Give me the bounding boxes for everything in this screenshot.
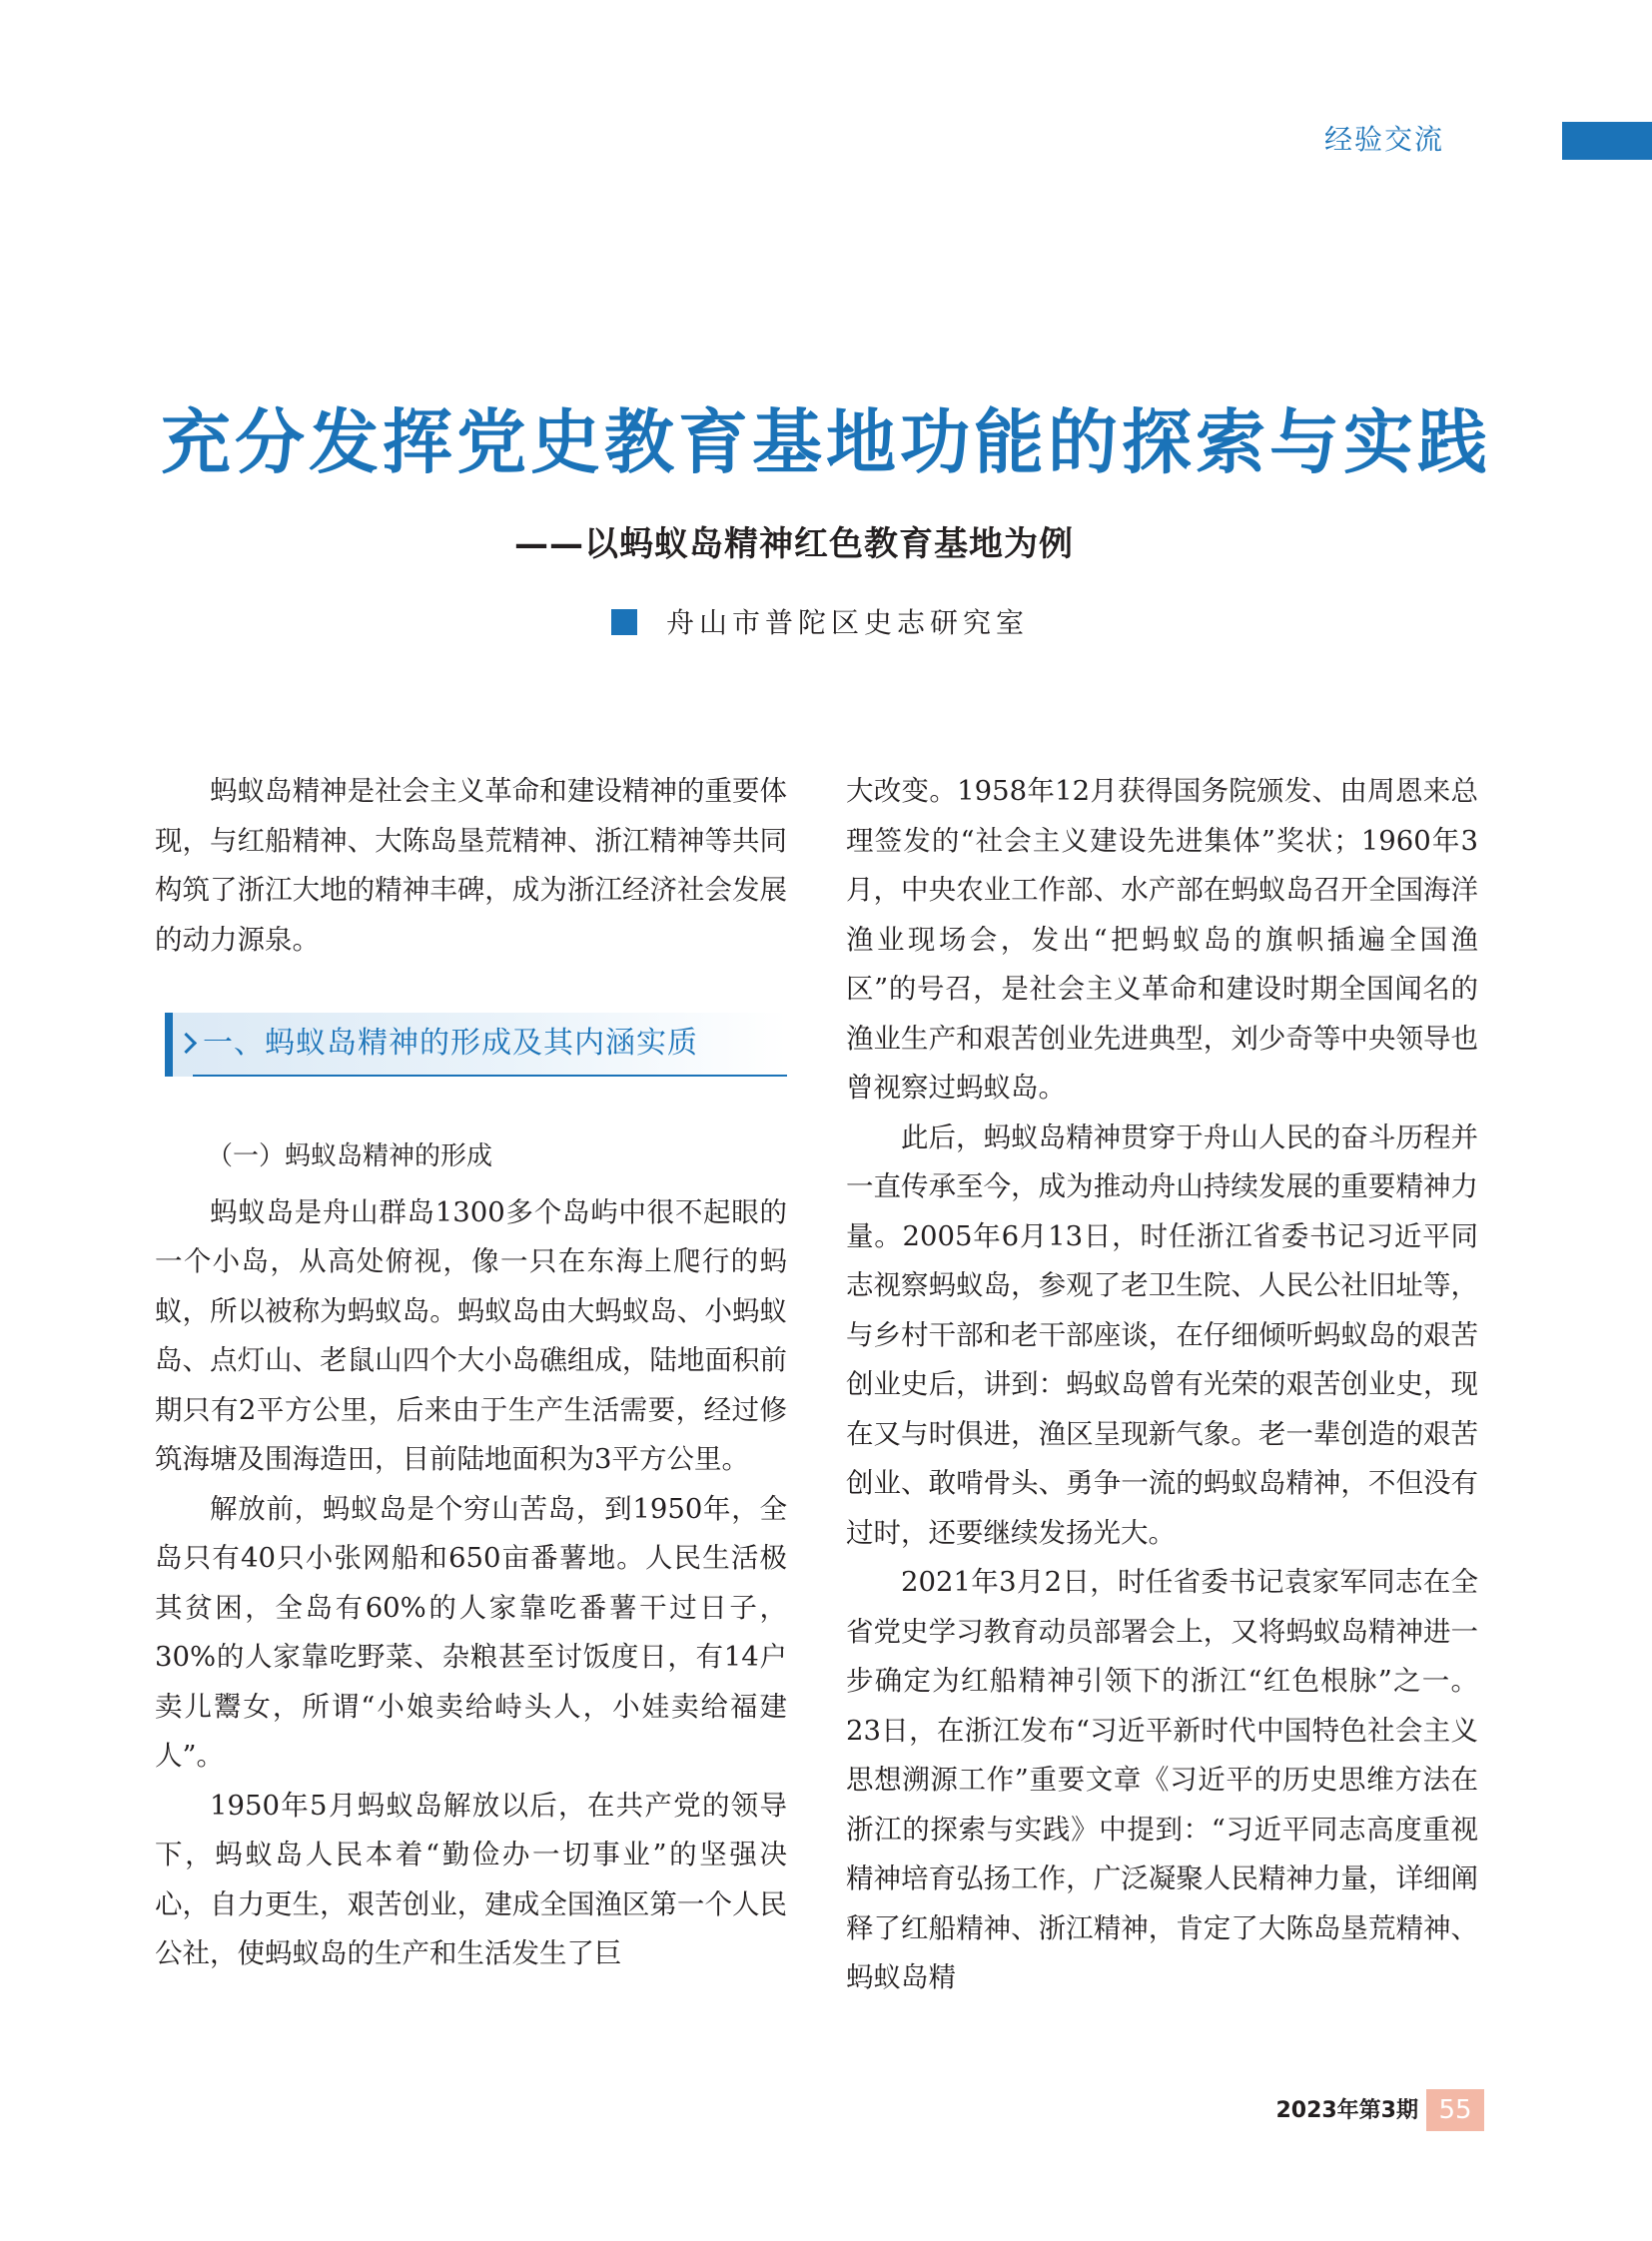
left-column bbox=[155, 767, 787, 1979]
chevron-right-icon bbox=[176, 1033, 197, 1054]
section-heading bbox=[165, 1013, 787, 1077]
issue-label: 2023年第3期 bbox=[1275, 2098, 1418, 2123]
body-paragraph: 蚂蚁岛是舟山群岛1300多个岛屿中很不起眼的一个小岛，从高处俯视，像一只在东海上爬行的蚂蚁，所以被称为蚂蚁岛。蚂蚁岛由大蚂蚁岛、小蚂蚁岛、点灯山、老鼠山四个大小岛礁组成，陆地面积前期只有2平方公里，后来由于生产生活需要，经过修筑海塘及围海造田，目前陆地面积为3平方公里。 bbox=[155, 1195, 787, 1475]
heading-bar bbox=[165, 1013, 173, 1077]
author-square-icon bbox=[611, 609, 637, 635]
article-subtitle: ——以蚂蚁岛精神红色教育基地为例 bbox=[514, 524, 1074, 564]
author-name: 舟山市普陀区史志研究室 bbox=[666, 606, 1030, 639]
heading-underline bbox=[193, 1075, 787, 1077]
article-title: 充分发挥党史教育基地功能的探索与实践 bbox=[161, 401, 1491, 483]
section-bar bbox=[1562, 122, 1652, 160]
page-number: 55 bbox=[1426, 2089, 1484, 2131]
body-paragraph: 1950年5月蚂蚁岛解放以后，在共产党的领导下，蚂蚁岛人民本着“勤俭办一切事业”的坚强决心，自力更生，艰苦创业，建成全国渔区第一个人民公社，使蚂蚁岛的生产和生活发生了巨 bbox=[155, 1789, 787, 1969]
continued-paragraph: 大改变。1958年12月获得国务院颁发、由周恩来总理签发的“社会主义建设先进集体”奖状；1960年3月，中央农业工作部、水产部在蚂蚁岛召开全国海洋渔业现场会，发出“把蚂蚁岛的旗帜插遍全国渔区”的号召，是社会主义革命和建设时期全国闻名的渔业生产和艰苦创业先进典型，刘少奇等中央领导也曾视察过蚂蚁岛。 bbox=[846, 775, 1478, 1104]
intro-paragraph: 蚂蚁岛精神是社会主义革命和建设精神的重要体现，与红船精神、大陈岛垦荒精神、浙江精神等共同构筑了浙江大地的精神丰碑，成为浙江经济社会发展的动力源泉。 bbox=[155, 775, 787, 956]
section-label: 经验交流 bbox=[1323, 123, 1444, 156]
body-paragraph: 此后，蚂蚁岛精神贯穿于舟山人民的奋斗历程并一直传承至今，成为推动舟山持续发展的重要精神力量。2005年6月13日，时任浙江省委书记习近平同志视察蚂蚁岛，参观了老卫生院、人民公社旧址等，与乡村干部和老干部座谈，在仔细倾听蚂蚁岛的艰苦创业史后，讲到：蚂蚁岛曾有光荣的艰苦创业史，现在又与时俱进，渔区呈现新气象。老一辈创造的艰苦创业、敢啃骨头、勇争一流的蚂蚁岛精神，不但没有过时，还要继续发扬光大。 bbox=[846, 1120, 1478, 1549]
subheading: （一）蚂蚁岛精神的形成 bbox=[207, 1141, 493, 1171]
right-column bbox=[846, 767, 1478, 2003]
body-paragraph: 2021年3月2日，时任省委书记袁家军同志在全省党史学习教育动员部署会上，又将蚂蚁岛精神进一步确定为红船精神引领下的浙江“红色根脉”之一。23日，在浙江发布“习近平新时代中国特色社会主义思想溯源工作”重要文章《习近平的历史思维方法在浙江的探索与实践》中提到：“习近平同志高度重视精神培育弘扬工作，广泛凝聚人民精神力量，详细阐释了红船精神、浙江精神，肯定了大陈岛垦荒精神、蚂蚁岛精 bbox=[846, 1566, 1478, 1993]
body-paragraph: 解放前，蚂蚁岛是个穷山苦岛，到1950年，全岛只有40只小张网船和650亩番薯地。人民生活极其贫困，全岛有60%的人家靠吃番薯干过日子，30%的人家靠吃野菜、杂粮甚至讨饭度日，有14户卖儿鬻女，所谓“小娘卖给峙头人，小娃卖给福建人”。 bbox=[155, 1492, 787, 1772]
section-heading-text: 一、蚂蚁岛精神的形成及其内涵实质 bbox=[203, 1026, 698, 1061]
